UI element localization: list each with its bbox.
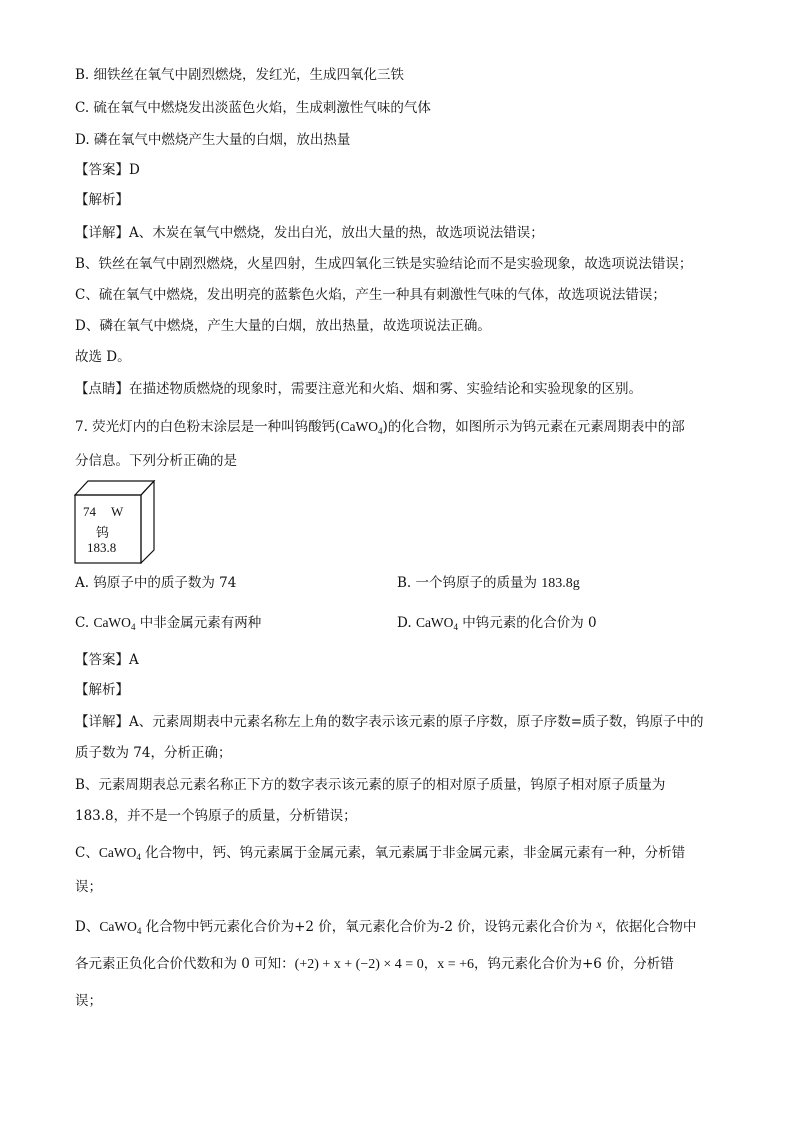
q7-detail-d-label: D、 bbox=[75, 919, 100, 935]
q7-equation-solution: x = +6 bbox=[437, 957, 474, 972]
q7-option-d-subscript: 4 bbox=[453, 622, 458, 632]
q6-tip: 【点睛】在描述物质燃烧的现象时，需要注意光和火焰、烟和雾、实验结论和实验现象的区别。 bbox=[75, 381, 642, 397]
q7-detail-b-line2: 183.8，并不是一个钨原子的质量，分析错误； bbox=[75, 808, 357, 824]
q7-detail-d-text-end: ，依据化合物中 bbox=[601, 919, 697, 935]
q6-detail-a: 【详解】A、木炭在氧气中燃烧，发出白光，放出大量的热，故选项说法错误； bbox=[75, 225, 544, 241]
q7-detail-c-text: 化合物中，钙、钨元素属于金属元素，氧元素属于非金属元素，非金属元素有一种，分析错 bbox=[140, 845, 686, 861]
element-name: 钨 bbox=[96, 525, 110, 540]
q6-detail-b: B、铁丝在氧气中剧烈燃烧，火星四射，生成四氧化三铁是实验结论而不是实验现象，故选项说法错误； bbox=[75, 256, 693, 272]
q7-detail-a-line1: 【详解】A、元素周期表中元素名称左上角的数字表示该元素的原子序数，原子序数=质子数，钨原子中的 bbox=[75, 714, 704, 730]
q7-detail-d-subscript: 4 bbox=[136, 926, 142, 936]
q7-detail-c-label: C、 bbox=[75, 845, 99, 861]
q7-option-d bbox=[397, 614, 597, 636]
q7-option-a: A. 钨原子中的质子数为 74 bbox=[75, 575, 237, 591]
q6-option-d: D. 磷在氧气中燃烧产生大量的白烟，放出热量 bbox=[75, 132, 351, 148]
q7-detail-d-formula: CaWO bbox=[99, 919, 137, 934]
q7-equation-valence-sum: (+2) + x + (−2) × 4 = 0 bbox=[294, 957, 424, 972]
q7-option-b bbox=[397, 574, 580, 593]
q7-detail-d-variable: x bbox=[596, 917, 602, 931]
q7-stem-formula: CaWO bbox=[340, 419, 378, 434]
q7-detail-d-line3: 误； bbox=[75, 993, 102, 1009]
q7-equation-separator: ， bbox=[423, 956, 438, 972]
element-atomic-number: 74 bbox=[83, 504, 96, 519]
q7-detail-d-text: 化合物中钙元素化合价为+2 价，氧元素化合价为-2 价，设钨元素化合价为 bbox=[141, 919, 597, 935]
q7-option-b-value: 183.8g bbox=[541, 576, 580, 591]
q7-detail-d-line1 bbox=[75, 915, 696, 940]
q6-detail-d: D、磷在氧气中燃烧，产生大量的白烟，放出热量，故选项说法正确。 bbox=[75, 318, 491, 334]
q7-detail-c-formula: CaWO bbox=[98, 845, 137, 860]
q6-answer: 【答案】D bbox=[75, 162, 140, 178]
q7-stem-pre: 7. 荧光灯内的白色粉末涂层是一种叫钨酸钙( bbox=[75, 419, 341, 435]
q7-option-c-text: 中非金属元素有两种 bbox=[135, 615, 262, 631]
q7-detail-d-line2 bbox=[75, 955, 674, 974]
q7-detail-b-line1: B、元素周期表总元素名称正下方的数字表示该元素的原子的相对原子质量，钨原子相对原子质量为 bbox=[75, 777, 666, 793]
q6-conclusion: 故选 D。 bbox=[75, 349, 131, 365]
q6-option-b: B. 细铁丝在氧气中剧烈燃烧，发红光，生成四氧化三铁 bbox=[75, 67, 405, 83]
q7-option-c bbox=[75, 614, 261, 636]
q7-option-c-subscript: 4 bbox=[130, 622, 136, 632]
element-symbol: W bbox=[111, 504, 124, 519]
q7-option-d-label: D. bbox=[397, 615, 416, 631]
q7-stem-post: )的化合物，如图所示为钨元素在元素周期表中的部 bbox=[382, 419, 685, 435]
q7-option-c-label: C. bbox=[75, 615, 94, 631]
element-tile-figure bbox=[74, 480, 162, 564]
q7-stem-line2: 分信息。下列分析正确的是 bbox=[75, 453, 237, 469]
q7-stem-subscript: 4 bbox=[377, 426, 383, 436]
q7-detail-c-line1 bbox=[75, 844, 685, 866]
q7-option-c-formula: CaWO bbox=[93, 615, 131, 630]
q7-option-b-text: B. 一个钨原子的质量为 bbox=[397, 575, 542, 591]
q7-detail-a-line2: 质子数为 74，分析正确； bbox=[75, 745, 232, 761]
q7-detail-c-subscript: 4 bbox=[136, 852, 141, 862]
q6-detail-c: C、硫在氧气中燃烧，发出明亮的蓝紫色火焰，产生一种具有刺激性气味的气体，故选项说法错误； bbox=[75, 287, 666, 303]
q7-option-d-text: 中钨元素的化合价为 0 bbox=[457, 615, 597, 631]
q6-analysis-heading: 【解析】 bbox=[75, 192, 129, 208]
element-atomic-mass: 183.8 bbox=[87, 540, 117, 555]
q7-detail-c-line2: 误； bbox=[75, 879, 102, 895]
q7-detail-d-line2-end: ，钨元素化合价为+6 价，分析错 bbox=[474, 956, 674, 972]
q7-stem-line1 bbox=[75, 418, 685, 440]
q7-answer: 【答案】A bbox=[75, 652, 139, 668]
q7-detail-d-line2-text: 各元素正负化合价代数和为 0 可知： bbox=[75, 956, 295, 972]
q7-option-d-formula: CaWO bbox=[415, 615, 454, 630]
q7-analysis-heading: 【解析】 bbox=[75, 682, 129, 698]
q6-option-c: C. 硫在氧气中燃烧发出淡蓝色火焰，生成刺激性气味的气体 bbox=[75, 100, 431, 116]
